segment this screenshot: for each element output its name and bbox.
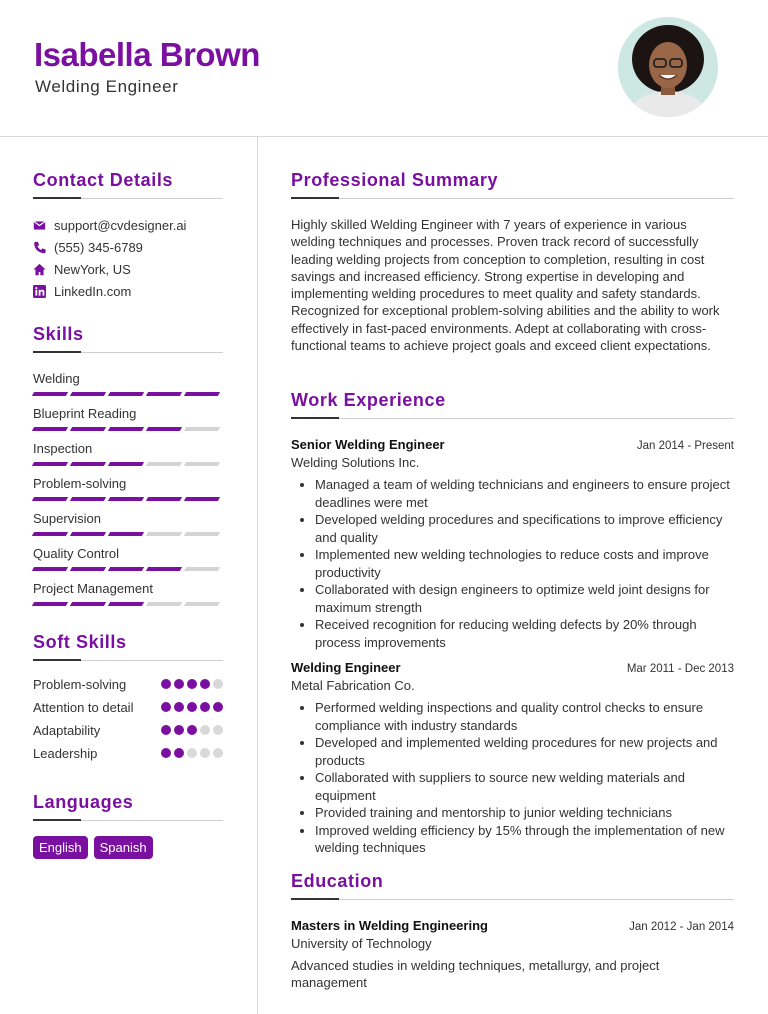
job-bullets [291, 699, 734, 857]
skill-item [33, 511, 223, 536]
job-bullet: • Provided training and mentorship to junior welding technicians [315, 804, 734, 822]
contact-location-text: NewYork, US [54, 261, 131, 277]
skill-level-segment [70, 567, 106, 571]
skill-level-segment [146, 427, 182, 431]
job-company: Metal Fabrication Co. [291, 678, 415, 694]
skill-level-segment [146, 602, 182, 606]
linkedin-icon [33, 285, 46, 298]
skill-level-segment [146, 392, 182, 396]
candidate-title: Welding Engineer [35, 77, 179, 96]
job-entry [291, 660, 734, 857]
skill-level-segment [108, 497, 144, 501]
rating-dot [200, 702, 210, 712]
skill-level-bar [33, 602, 223, 606]
contact-phone-text: (555) 345-6789 [54, 239, 143, 255]
job-company: Welding Solutions Inc. [291, 455, 420, 471]
rating-dot [174, 748, 184, 758]
skill-level-segment [32, 392, 68, 396]
contact-location [33, 258, 223, 280]
skill-name: Problem-solving [33, 476, 127, 491]
education-entry [291, 918, 734, 992]
skill-level-segment [70, 602, 106, 606]
languages-heading: Languages [33, 792, 134, 812]
skill-level-segment [32, 532, 68, 536]
skill-name: Blueprint Reading [33, 406, 137, 421]
job-bullet: • Collaborated with suppliers to source new welding materials and equipment [315, 769, 734, 804]
skill-level-segment [146, 532, 182, 536]
experience-section [291, 390, 734, 857]
skill-level-bar [33, 427, 223, 431]
contact-linkedin[interactable] [33, 280, 223, 302]
skill-name: Welding [33, 371, 80, 386]
experience-heading: Work Experience [291, 390, 446, 411]
education-section [291, 871, 734, 992]
rating-dot [187, 702, 197, 712]
skill-level-segment [32, 462, 68, 466]
skill-level-segment [108, 392, 144, 396]
skill-item [33, 406, 223, 431]
rating-dot [213, 725, 223, 735]
skill-level-bar [33, 392, 223, 396]
soft-skill-name: Adaptability [33, 723, 101, 738]
rating-dot [174, 679, 184, 689]
skill-level-segment [32, 497, 68, 501]
job-title: Welding Engineer [291, 660, 401, 676]
skill-level-segment [146, 462, 182, 466]
skill-level-segment [32, 602, 68, 606]
soft-skill-item [33, 745, 223, 762]
skill-name: Inspection [33, 441, 93, 456]
contact-heading: Contact Details [33, 170, 174, 190]
skill-level-segment [108, 567, 144, 571]
rating-dot [187, 725, 197, 735]
skill-name: Project Management [33, 581, 153, 596]
rating-dot [161, 748, 171, 758]
summary-heading: Professional Summary [291, 170, 499, 190]
phone-icon [33, 241, 46, 254]
section-rule [291, 197, 734, 199]
skill-level-bar [33, 462, 223, 466]
job-bullet: • Improved welding efficiency by 15% through the implementation of new welding techniques [315, 822, 734, 857]
skill-level-segment [70, 427, 106, 431]
soft-skill-rating [161, 745, 223, 758]
summary-section [291, 170, 734, 354]
soft-skill-rating [161, 699, 223, 712]
job-bullet: • Implemented new welding technologies to reduce costs and improve productivity [315, 546, 734, 581]
rating-dot [161, 702, 171, 712]
skill-level-segment [184, 532, 220, 536]
profile-photo [618, 17, 718, 117]
skill-level-segment [184, 497, 220, 501]
column-divider [257, 137, 258, 1014]
rating-dot [213, 748, 223, 758]
soft-skill-rating [161, 722, 223, 735]
right-column [291, 170, 734, 992]
skill-item [33, 581, 223, 606]
languages-list [33, 836, 223, 859]
school-name: University of Technology [291, 935, 432, 951]
soft-skill-item [33, 699, 223, 716]
contact-section [33, 170, 223, 302]
skill-level-segment [32, 567, 68, 571]
job-entry [291, 437, 734, 651]
rating-dot [174, 702, 184, 712]
rating-dot [187, 748, 197, 758]
section-rule [33, 659, 223, 661]
skill-level-bar [33, 497, 223, 501]
job-bullet: • Collaborated with design engineers to optimize weld joint designs for maximum strength [315, 581, 734, 616]
skill-level-segment [146, 567, 182, 571]
rating-dot [213, 702, 223, 712]
skill-item [33, 371, 223, 396]
skill-level-segment [146, 497, 182, 501]
skill-level-segment [184, 427, 220, 431]
job-bullet: • Developed welding procedures and specifications to improve efficiency and quality [315, 511, 734, 546]
education-date: Jan 2012 - Jan 2014 [629, 920, 734, 933]
rating-dot [200, 725, 210, 735]
skill-item [33, 546, 223, 571]
job-bullet: • Managed a team of welding technicians and engineers to ensure project deadlines were met [315, 476, 734, 511]
skill-item [33, 441, 223, 466]
rating-dot [161, 725, 171, 735]
soft-skill-name: Attention to detail [33, 700, 134, 715]
contact-email-text: support@cvdesigner.ai [54, 217, 187, 233]
skills-section [33, 324, 223, 606]
skill-item [33, 476, 223, 501]
section-rule [291, 898, 734, 900]
skill-level-segment [108, 532, 144, 536]
skills-list [33, 371, 223, 606]
summary-text: Highly skilled Welding Engineer with 7 years of experience in various welding techniques and processes. Proven track record of successfully leading welding projects from conception to completion, resulting in cost savings and increased efficiency. Strong expertise in developing and implementing welding procedures to meet quality and safety standards. Recognized for exceptional problem-solving abilities and the ability to work effectively in fast-paced environments. Adept at collaborating with cross-functional teams to achieve project goals and exceed client expectations. [291, 217, 720, 354]
section-rule [291, 417, 734, 419]
soft-skill-item [33, 676, 223, 693]
language-badge: English [33, 836, 88, 859]
soft-skills-heading: Soft Skills [33, 632, 127, 652]
section-rule [33, 819, 223, 821]
left-column [33, 170, 223, 859]
job-bullets [291, 476, 734, 651]
skill-level-bar [33, 532, 223, 536]
contact-email[interactable] [33, 214, 223, 236]
soft-skill-rating [161, 676, 223, 689]
job-date: Jan 2014 - Present [636, 440, 734, 453]
skill-level-segment [184, 462, 220, 466]
skill-level-segment [70, 532, 106, 536]
rating-dot [213, 679, 223, 689]
contact-phone[interactable] [33, 236, 223, 258]
job-title: Senior Welding Engineer [291, 437, 445, 453]
skill-name: Supervision [33, 511, 101, 526]
skill-level-segment [184, 602, 220, 606]
rating-dot [200, 748, 210, 758]
resume-header [0, 0, 768, 137]
skill-level-bar [33, 567, 223, 571]
skill-level-segment [108, 462, 144, 466]
soft-skill-item [33, 722, 223, 739]
rating-dot [174, 725, 184, 735]
contact-linkedin-text: LinkedIn.com [54, 283, 132, 299]
job-date: Mar 2011 - Dec 2013 [626, 663, 734, 676]
education-description: Advanced studies in welding techniques, metallurgy, and project management [291, 957, 660, 991]
skill-level-segment [108, 427, 144, 431]
skill-level-segment [184, 567, 220, 571]
skill-name: Quality Control [33, 546, 119, 561]
job-bullet: • Developed and implemented welding procedures for new projects and products [315, 734, 734, 769]
soft-skill-name: Problem-solving [33, 677, 127, 692]
soft-skills-list [33, 676, 223, 762]
envelope-icon [33, 219, 46, 232]
education-heading: Education [291, 870, 384, 891]
degree-title: Masters in Welding Engineering [291, 917, 488, 933]
job-bullet: • Received recognition for reducing welding defects by 20% through process improvements [315, 616, 734, 651]
soft-skills-section [33, 632, 223, 762]
skill-level-segment [70, 462, 106, 466]
skill-level-segment [108, 602, 144, 606]
skills-heading: Skills [33, 324, 84, 344]
section-rule [33, 351, 223, 353]
languages-section [33, 792, 223, 859]
candidate-name: Isabella Brown [34, 36, 260, 73]
rating-dot [187, 679, 197, 689]
skill-level-segment [184, 392, 220, 396]
section-rule [33, 197, 223, 199]
rating-dot [161, 679, 171, 689]
skill-level-segment [70, 392, 106, 396]
rating-dot [200, 679, 210, 689]
soft-skill-name: Leadership [33, 746, 98, 761]
language-badge: Spanish [94, 836, 153, 859]
skill-level-segment [70, 497, 106, 501]
job-bullet: • Performed welding inspections and quality control checks to ensure compliance with industry standards [315, 699, 734, 734]
skill-level-segment [32, 427, 68, 431]
home-icon [33, 263, 46, 276]
